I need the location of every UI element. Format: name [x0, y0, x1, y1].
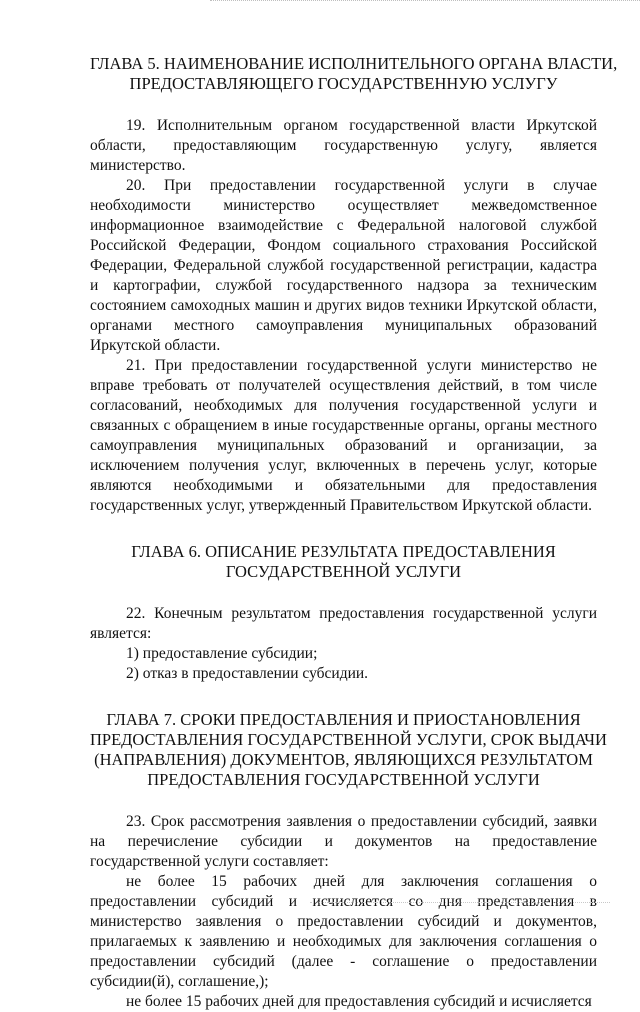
list-item-1: 1) предоставление субсидии; — [126, 645, 318, 662]
chapter-7-heading — [90, 710, 607, 790]
paragraph-22: 22. Конечным результатом предоставления государственной услуги является: — [90, 605, 597, 642]
chapter-5-heading-line-1: ГЛАВА 5. НАИМЕНОВАНИЕ ИСПОЛНИТЕЛЬНОГО ОРГАНА ВЛАСТИ, — [90, 54, 618, 73]
chapter-6-heading-line-1: ГЛАВА 6. ОПИСАНИЕ РЕЗУЛЬТАТА ПРЕДОСТАВЛЕНИЯ — [131, 542, 556, 561]
chapter-6-heading — [90, 542, 597, 582]
paragraph-23-term-agreement: не более 15 рабочих дней для заключения соглашения о предоставлении субсидий и исчисляется со дня представления в министерство заявления о предоставлении субсидий и документов, прилагаемых к заявлению и необходимых для заключения соглашения о предоставлении субсидий (далее - соглашение о предоставлении субсидии(й), соглашение,); — [90, 873, 597, 990]
document-body — [90, 54, 618, 1012]
chapter-5-heading-line-2: ПРЕДОСТАВЛЯЮЩЕГО ГОСУДАРСТВЕННУЮ УСЛУГУ — [129, 74, 558, 93]
scan-edge-bottom — [310, 902, 610, 903]
chapter-5-heading — [90, 54, 618, 94]
paragraph-19: 19. Исполнительным органом государственной власти Иркутской области, предоставляющим государственную услугу, является министерство. — [90, 117, 597, 174]
chapter-7-heading-line-3: (НАПРАВЛЕНИЯ) ДОКУМЕНТОВ, ЯВЛЯЮЩИХСЯ РЕЗУЛЬТАТОМ — [94, 750, 593, 769]
chapter-7-heading-line-2: ПРЕДОСТАВЛЕНИЯ ГОСУДАРСТВЕННОЙ УСЛУГИ, СРОК ВЫДАЧИ — [90, 730, 607, 749]
chapter-6-heading-line-2: ГОСУДАРСТВЕННОЙ УСЛУГИ — [225, 562, 462, 581]
paragraph-23-term-subsidy: не более 15 рабочих дней для предоставления субсидий и исчисляется — [126, 993, 592, 1010]
paragraph-23: 23. Срок рассмотрения заявления о предоставлении субсидий, заявки на перечисление субсидии и документов на предоставление государственной услуги составляет: — [90, 813, 597, 870]
list-item-2: 2) отказ в предоставлении субсидии. — [126, 665, 369, 682]
chapter-7-heading-line-4: ПРЕДОСТАВЛЕНИЯ ГОСУДАРСТВЕННОЙ УСЛУГИ — [147, 770, 540, 789]
scan-edge-top — [210, 0, 640, 1]
paragraph-20: 20. При предоставлении государственной услуги в случае необходимости министерство осуществляет межведомственное информационное взаимодействие с Федеральной налоговой службой Российской Федерации, Фондом социального страхования Российской Федерации, Федеральной службой государственной регистрации, кадастра и картографии, службой государственного надзора за техническим состоянием самоходных машин и других видов техники Иркутской области, органами местного самоуправления муниципальных образований Иркутской области. — [90, 177, 597, 354]
paragraph-21: 21. При предоставлении государственной услуги министерство не вправе требовать от получателей осуществления действий, в том числе согласований, необходимых для получения государственной услуги и связанных с обращением в иные государственные органы, органы местного самоуправления муниципальных образований и организации, за исключением получения услуг, включенных в перечень услуг, которые являются необходимыми и обязательными для предоставления государственных услуг, утвержденный Правительством Иркутской области. — [90, 357, 597, 514]
chapter-7-heading-line-1: ГЛАВА 7. СРОКИ ПРЕДОСТАВЛЕНИЯ И ПРИОСТАНОВЛЕНИЯ — [106, 710, 581, 729]
